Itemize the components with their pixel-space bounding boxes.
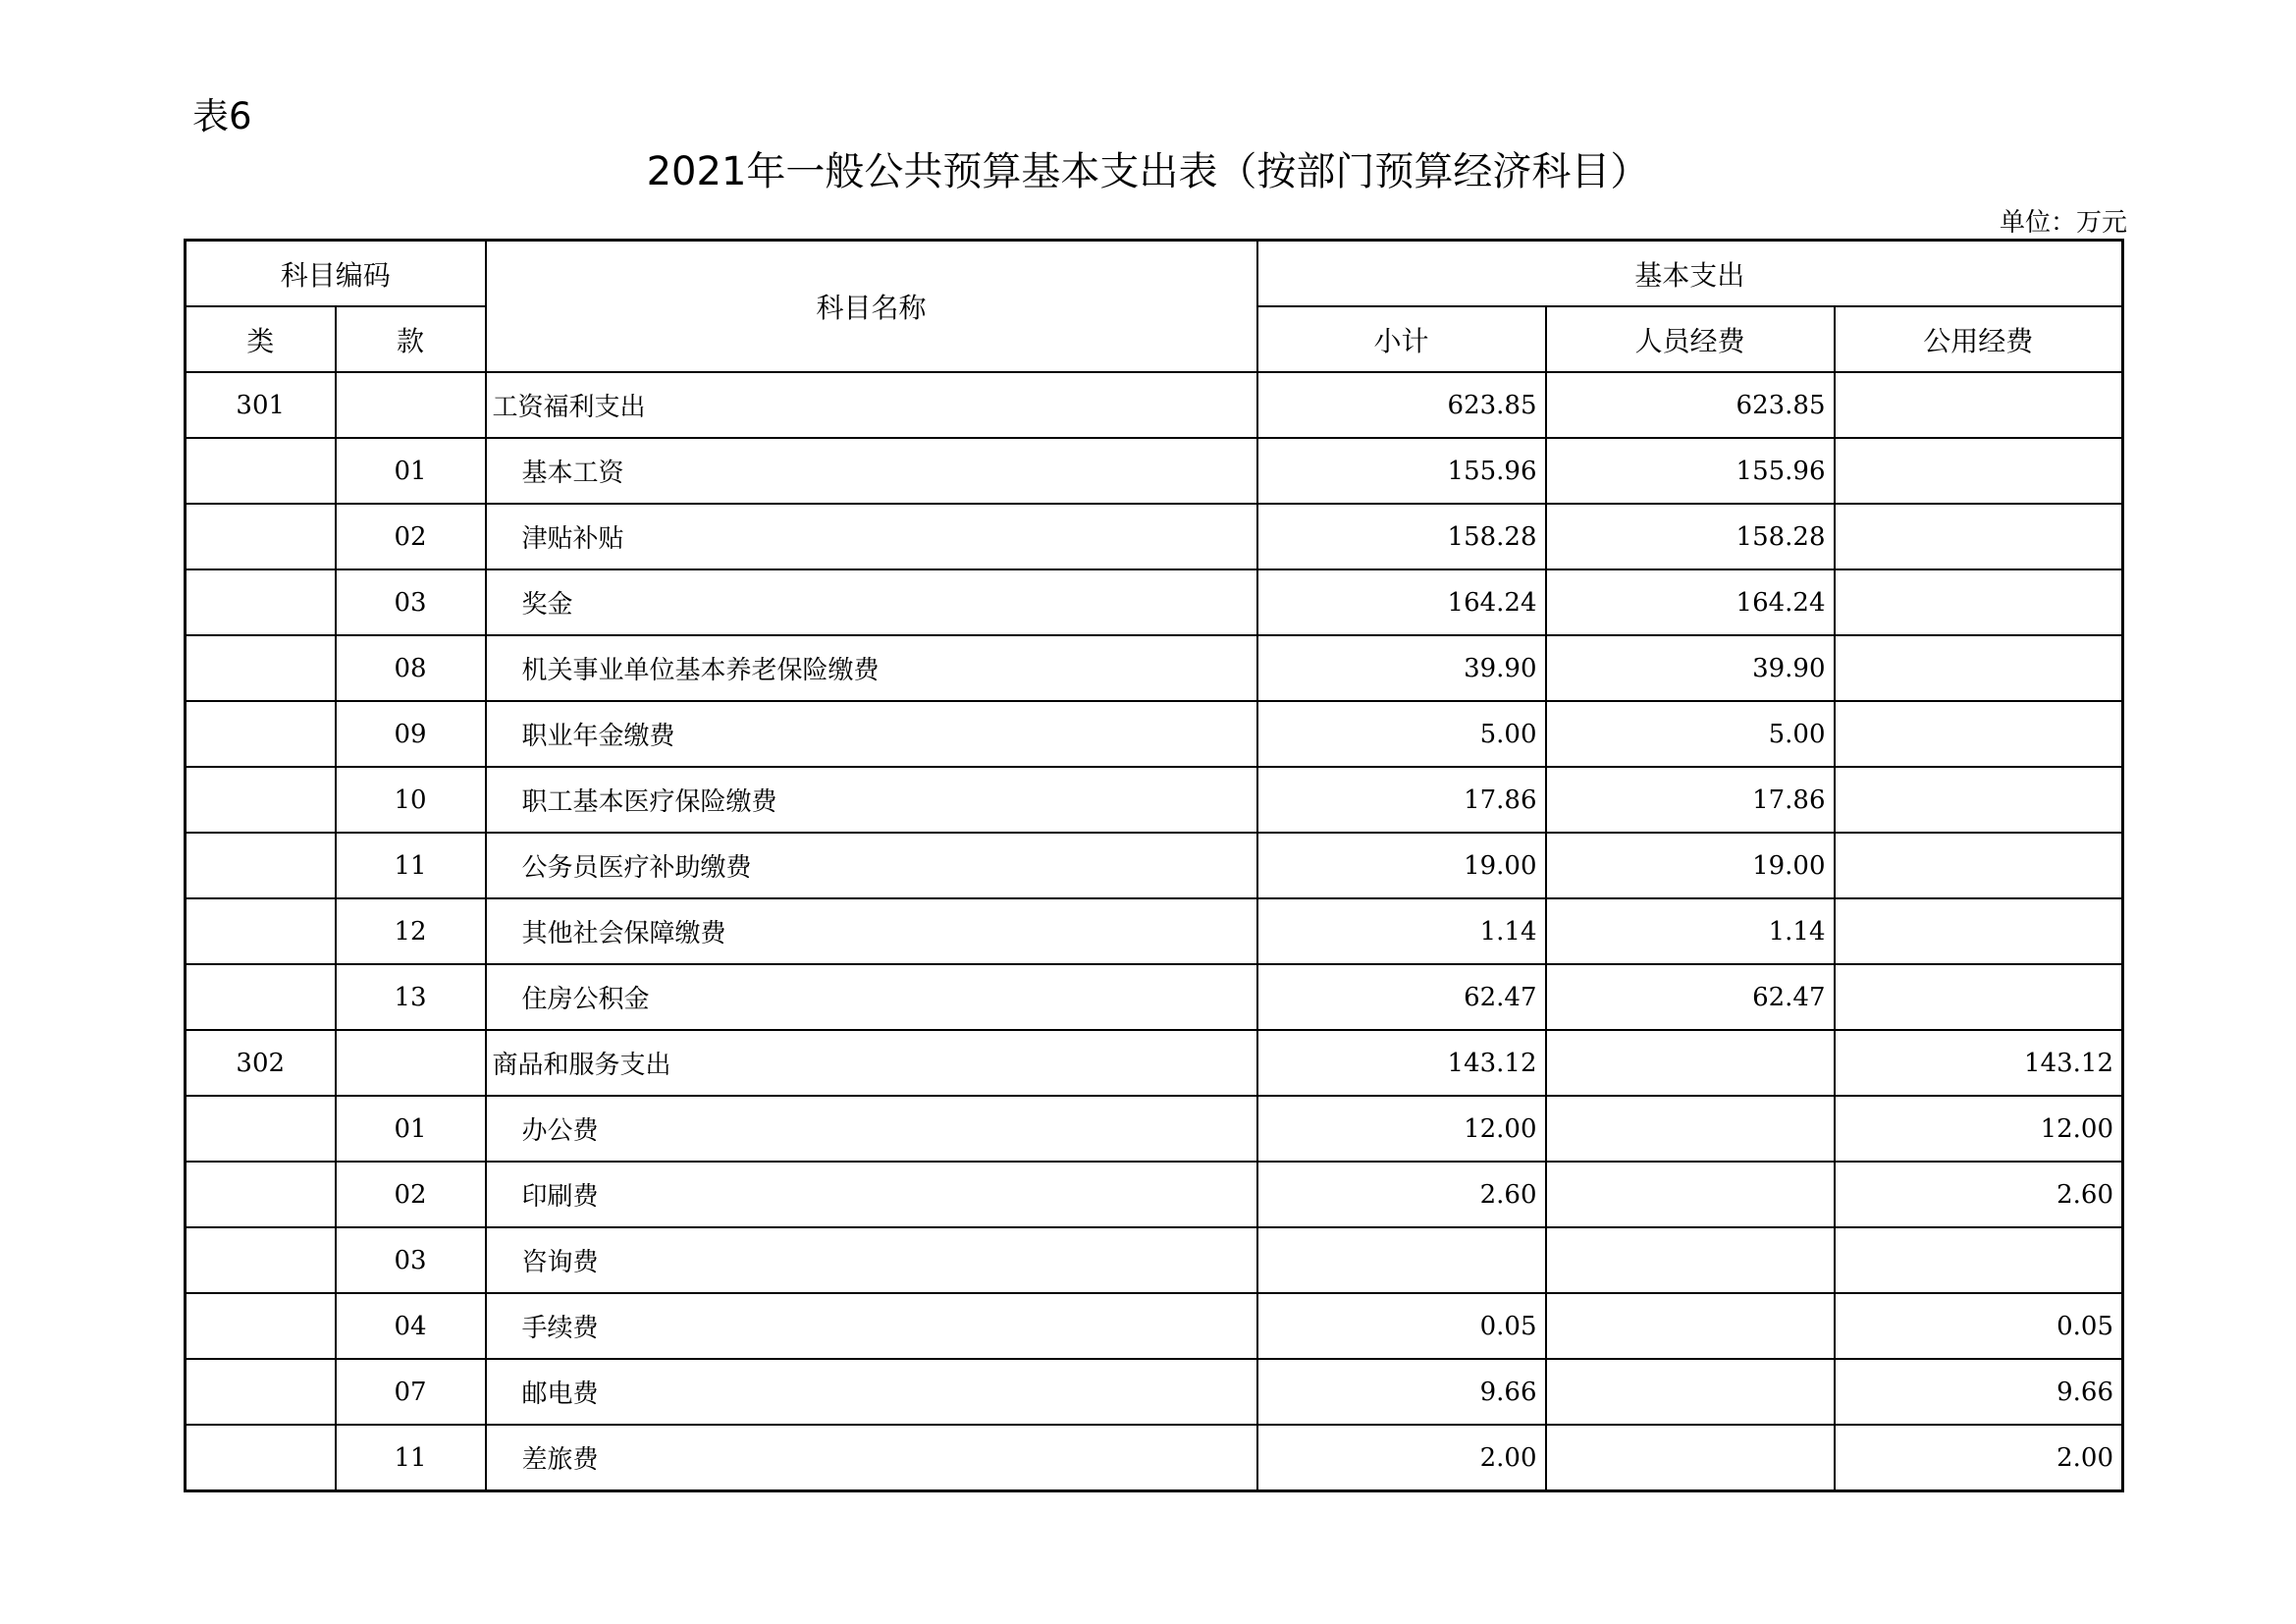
item-cell: 07	[336, 1359, 486, 1425]
table-row	[186, 833, 2123, 898]
subtotal-cell: 164.24	[1257, 569, 1546, 635]
name-cell: 办公费	[486, 1096, 1257, 1162]
public-cell	[1835, 504, 2123, 569]
category-cell	[186, 1227, 336, 1293]
subtotal-cell: 5.00	[1257, 701, 1546, 767]
public-cell	[1835, 438, 2123, 504]
table-row	[186, 701, 2123, 767]
item-cell: 01	[336, 1096, 486, 1162]
header-public: 公用经费	[1835, 306, 2123, 372]
table-row	[186, 569, 2123, 635]
table-row	[186, 504, 2123, 569]
item-cell: 11	[336, 1425, 486, 1491]
table-row	[186, 1162, 2123, 1227]
subtotal-cell: 623.85	[1257, 372, 1546, 438]
public-cell	[1835, 833, 2123, 898]
public-cell: 12.00	[1835, 1096, 2123, 1162]
personnel-cell	[1546, 1162, 1835, 1227]
personnel-cell: 39.90	[1546, 635, 1835, 701]
header-subtotal: 小计	[1257, 306, 1546, 372]
name-cell: 印刷费	[486, 1162, 1257, 1227]
item-cell: 10	[336, 767, 486, 833]
subtotal-cell: 39.90	[1257, 635, 1546, 701]
header-name: 科目名称	[486, 241, 1257, 373]
item-cell: 04	[336, 1293, 486, 1359]
category-cell	[186, 438, 336, 504]
personnel-cell	[1546, 1293, 1835, 1359]
page-title: 2021年一般公共预算基本支出表（按部门预算经济科目）	[646, 149, 1650, 194]
category-cell	[186, 1162, 336, 1227]
table-row	[186, 1030, 2123, 1096]
subtotal-cell: 143.12	[1257, 1030, 1546, 1096]
personnel-cell: 164.24	[1546, 569, 1835, 635]
table-row	[186, 767, 2123, 833]
item-cell: 11	[336, 833, 486, 898]
subtotal-cell: 19.00	[1257, 833, 1546, 898]
category-cell	[186, 898, 336, 964]
category-cell	[186, 635, 336, 701]
public-cell	[1835, 635, 2123, 701]
table-row	[186, 1293, 2123, 1359]
header-basic-group: 基本支出	[1257, 241, 2123, 307]
subtotal-cell: 158.28	[1257, 504, 1546, 569]
personnel-cell: 1.14	[1546, 898, 1835, 964]
item-cell: 03	[336, 1227, 486, 1293]
public-cell	[1835, 701, 2123, 767]
personnel-cell	[1546, 1030, 1835, 1096]
item-cell	[336, 372, 486, 438]
public-cell: 9.66	[1835, 1359, 2123, 1425]
item-cell: 02	[336, 1162, 486, 1227]
subtotal-cell: 62.47	[1257, 964, 1546, 1030]
category-cell: 301	[186, 372, 336, 438]
subtotal-cell: 2.00	[1257, 1425, 1546, 1491]
table-row	[186, 635, 2123, 701]
item-cell: 03	[336, 569, 486, 635]
public-cell	[1835, 569, 2123, 635]
personnel-cell: 5.00	[1546, 701, 1835, 767]
category-cell	[186, 504, 336, 569]
personnel-cell: 158.28	[1546, 504, 1835, 569]
subtotal-cell: 9.66	[1257, 1359, 1546, 1425]
header-item: 款	[336, 306, 486, 372]
name-cell: 其他社会保障缴费	[486, 898, 1257, 964]
subtotal-cell: 155.96	[1257, 438, 1546, 504]
item-cell: 13	[336, 964, 486, 1030]
category-cell: 302	[186, 1030, 336, 1096]
name-cell: 公务员医疗补助缴费	[486, 833, 1257, 898]
item-cell: 09	[336, 701, 486, 767]
public-cell	[1835, 767, 2123, 833]
item-cell: 02	[336, 504, 486, 569]
table-row	[186, 372, 2123, 438]
item-cell: 12	[336, 898, 486, 964]
header-personnel: 人员经费	[1546, 306, 1835, 372]
item-cell: 08	[336, 635, 486, 701]
name-cell: 职业年金缴费	[486, 701, 1257, 767]
public-cell	[1835, 898, 2123, 964]
name-cell: 职工基本医疗保险缴费	[486, 767, 1257, 833]
public-cell: 143.12	[1835, 1030, 2123, 1096]
item-cell: 01	[336, 438, 486, 504]
category-cell	[186, 1096, 336, 1162]
personnel-cell: 155.96	[1546, 438, 1835, 504]
name-cell: 奖金	[486, 569, 1257, 635]
table-row	[186, 438, 2123, 504]
subtotal-cell: 1.14	[1257, 898, 1546, 964]
personnel-cell: 17.86	[1546, 767, 1835, 833]
personnel-cell	[1546, 1096, 1835, 1162]
budget-table	[184, 239, 2124, 1492]
header-category: 类	[186, 306, 336, 372]
public-cell: 0.05	[1835, 1293, 2123, 1359]
category-cell	[186, 1293, 336, 1359]
category-cell	[186, 701, 336, 767]
table-row	[186, 898, 2123, 964]
name-cell: 住房公积金	[486, 964, 1257, 1030]
public-cell	[1835, 1227, 2123, 1293]
category-cell	[186, 964, 336, 1030]
header-code-group: 科目编码	[186, 241, 486, 307]
public-cell: 2.60	[1835, 1162, 2123, 1227]
public-cell	[1835, 372, 2123, 438]
category-cell	[186, 767, 336, 833]
personnel-cell: 623.85	[1546, 372, 1835, 438]
name-cell: 机关事业单位基本养老保险缴费	[486, 635, 1257, 701]
public-cell	[1835, 964, 2123, 1030]
name-cell: 基本工资	[486, 438, 1257, 504]
name-cell: 工资福利支出	[486, 372, 1257, 438]
name-cell: 差旅费	[486, 1425, 1257, 1491]
category-cell	[186, 569, 336, 635]
table-label: 表6	[192, 95, 252, 137]
personnel-cell: 19.00	[1546, 833, 1835, 898]
item-cell	[336, 1030, 486, 1096]
subtotal-cell: 17.86	[1257, 767, 1546, 833]
personnel-cell	[1546, 1359, 1835, 1425]
name-cell: 商品和服务支出	[486, 1030, 1257, 1096]
table-row	[186, 1425, 2123, 1491]
personnel-cell: 62.47	[1546, 964, 1835, 1030]
subtotal-cell: 12.00	[1257, 1096, 1546, 1162]
category-cell	[186, 833, 336, 898]
name-cell: 手续费	[486, 1293, 1257, 1359]
subtotal-cell	[1257, 1227, 1546, 1293]
name-cell: 津贴补贴	[486, 504, 1257, 569]
name-cell: 咨询费	[486, 1227, 1257, 1293]
table-row	[186, 1227, 2123, 1293]
category-cell	[186, 1425, 336, 1491]
unit-label: 单位：万元	[1999, 208, 2127, 238]
table-row	[186, 964, 2123, 1030]
table-row	[186, 1359, 2123, 1425]
subtotal-cell: 2.60	[1257, 1162, 1546, 1227]
public-cell: 2.00	[1835, 1425, 2123, 1491]
name-cell: 邮电费	[486, 1359, 1257, 1425]
category-cell	[186, 1359, 336, 1425]
table-row	[186, 1096, 2123, 1162]
personnel-cell	[1546, 1227, 1835, 1293]
personnel-cell	[1546, 1425, 1835, 1491]
subtotal-cell: 0.05	[1257, 1293, 1546, 1359]
